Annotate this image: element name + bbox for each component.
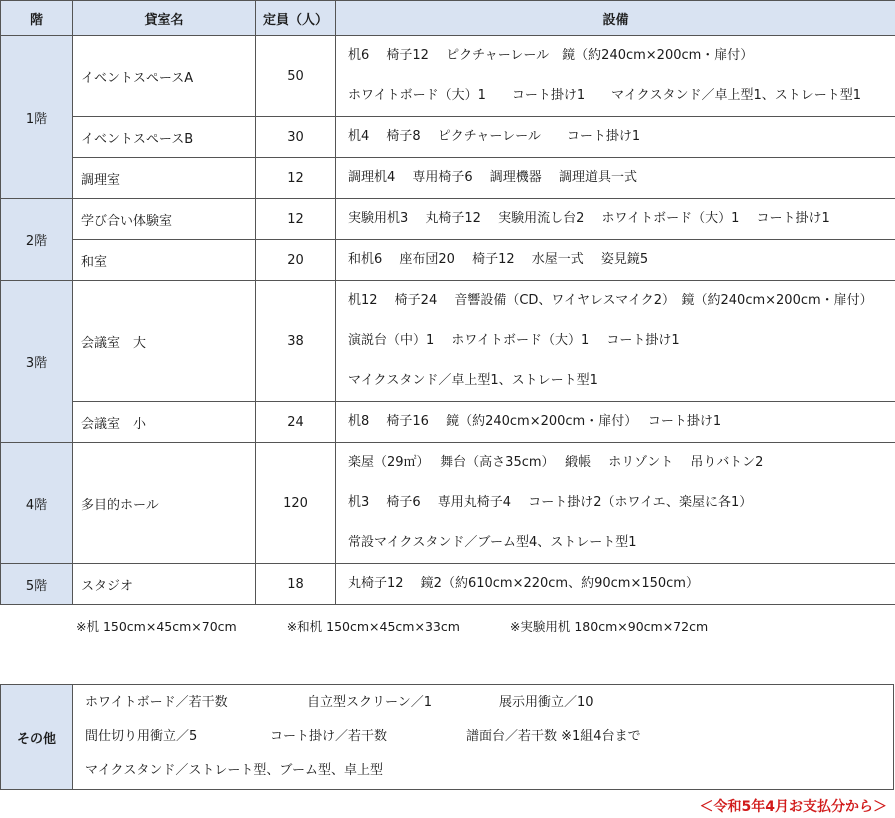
floor-label: 4階: [1, 443, 73, 564]
table-row: [1, 36, 895, 117]
table-row: [1, 564, 895, 605]
room-name: イベントスペースA: [73, 36, 256, 117]
table-row: [1, 281, 895, 402]
room-name: 調理室: [73, 158, 256, 199]
room-equipment: [336, 443, 895, 564]
other-item: 展示用衝立／10: [499, 695, 594, 710]
equipment-line: 机4 椅子8 ピクチャーレール コート掛け1: [348, 129, 641, 144]
floor-label: 1階: [1, 36, 73, 199]
effective-date-note: ＜令和5年4月お支払分から＞: [699, 799, 887, 815]
room-name: 学び合い体験室: [73, 199, 256, 240]
header-floor: 階: [1, 1, 73, 36]
equipment-line: 実験用机3 丸椅子12 実験用流し台2 ホワイトボード（大）1 コート掛け1: [348, 211, 830, 226]
room-name: イベントスペースB: [73, 117, 256, 158]
floor-label: 5階: [1, 564, 73, 605]
other-item: ホワイトボード／若干数: [85, 695, 228, 710]
other-line: [85, 720, 892, 754]
header-room-name: 貸室名: [73, 1, 256, 36]
other-equipment-list: [73, 685, 894, 790]
room-name: 多目的ホール: [73, 443, 256, 564]
room-equipment: [336, 36, 895, 117]
floor-label: 3階: [1, 281, 73, 443]
equipment-line: 演説台（中）1 ホワイトボード（大）1 コート掛け1: [348, 333, 680, 348]
other-line: [85, 754, 892, 788]
room-capacity: 20: [256, 240, 336, 281]
desk-size-notes: [76, 617, 754, 637]
equipment-line: ホワイトボード（大）1 コート掛け1 マイクスタンド／卓上型1、ストレート型1: [348, 88, 862, 103]
other-item: コート掛け／若干数: [270, 729, 388, 744]
equipment-line: 楽屋（29㎡） 舞台（高さ35cm） 緞帳 ホリゾント 吊りバトン2: [348, 455, 764, 470]
floor-label: 2階: [1, 199, 73, 281]
other-item: 自立型スクリーン／1: [307, 695, 433, 710]
equipment-line: 調理机4 専用椅子6 調理機器 調理道具一式: [348, 170, 637, 185]
room-capacity: 30: [256, 117, 336, 158]
room-equipment: [336, 199, 895, 240]
other-item: マイクスタンド／ストレート型、ブーム型、卓上型: [85, 763, 383, 778]
equipment-line: 和机6 座布団20 椅子12 水屋一式 姿見鏡5: [348, 252, 649, 267]
other-equipment-table: [0, 684, 894, 790]
table-row: [1, 158, 895, 199]
room-name: 会議室 大: [73, 281, 256, 402]
room-capacity: 120: [256, 443, 336, 564]
room-capacity: 50: [256, 36, 336, 117]
room-capacity: 12: [256, 199, 336, 240]
other-item: 譜面台／若干数 ※1組4台まで: [466, 729, 641, 744]
other-line: [85, 686, 892, 720]
room-name: スタジオ: [73, 564, 256, 605]
table-row: [1, 199, 895, 240]
room-name: 和室: [73, 240, 256, 281]
note-desk: ※机 150cm×45cm×70cm: [76, 619, 237, 634]
room-capacity: 38: [256, 281, 336, 402]
room-equipment: [336, 158, 895, 199]
room-name: 会議室 小: [73, 402, 256, 443]
equipment-line: 丸椅子12 鏡2（約610cm×220cm、約90cm×150cm）: [348, 576, 699, 591]
room-equipment: [336, 564, 895, 605]
room-capacity: 12: [256, 158, 336, 199]
table-row: [1, 240, 895, 281]
table-row: [1, 402, 895, 443]
other-item: 間仕切り用衝立／5: [85, 729, 198, 744]
room-capacity: 18: [256, 564, 336, 605]
room-capacity: 24: [256, 402, 336, 443]
table-row: [1, 117, 895, 158]
table-header-row: [1, 1, 895, 36]
note-lab-desk: ※実験用机 180cm×90cm×72cm: [509, 619, 709, 634]
note-japanese-desk: ※和机 150cm×45cm×33cm: [286, 619, 460, 634]
equipment-line: マイクスタンド／卓上型1、ストレート型1: [348, 373, 598, 388]
other-label: その他: [1, 685, 73, 790]
room-equipment: [336, 240, 895, 281]
room-equipment: [336, 402, 895, 443]
equipment-line: 常設マイクスタンド／ブーム型4、ストレート型1: [348, 535, 637, 550]
equipment-line: 机8 椅子16 鏡（約240cm×200cm・扉付） コート掛け1: [348, 414, 722, 429]
table-row: [1, 443, 895, 564]
room-equipment: [336, 281, 895, 402]
equipment-line: 机12 椅子24 音響設備（CD、ワイヤレスマイク2） 鏡（約240cm×200cm・扉付）: [348, 293, 873, 308]
equipment-line: 机3 椅子6 専用丸椅子4 コート掛け2（ホワイエ、楽屋に各1）: [348, 495, 753, 510]
header-equipment: 設備: [336, 1, 895, 36]
room-equipment: [336, 117, 895, 158]
equipment-line: 机6 椅子12 ピクチャーレール 鏡（約240cm×200cm・扉付）: [348, 48, 754, 63]
header-capacity: 定員（人）: [256, 1, 336, 36]
